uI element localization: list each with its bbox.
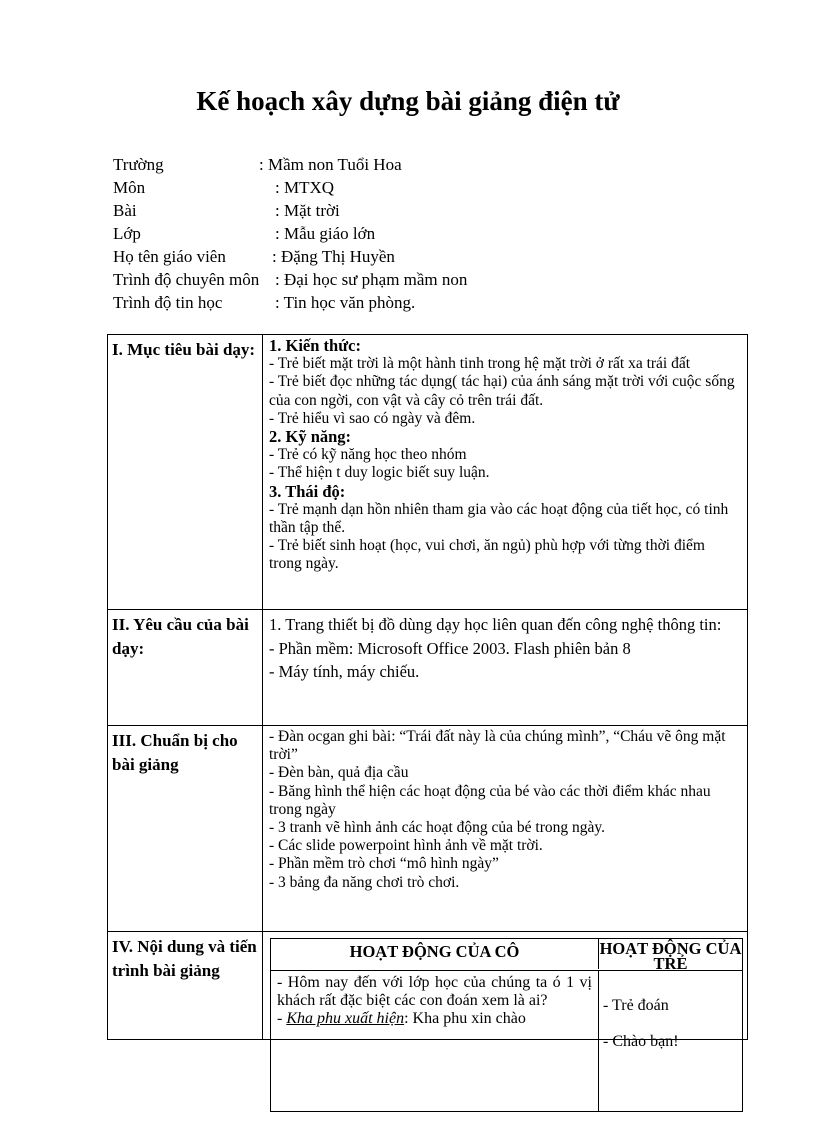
info-label: Trình độ chuyên môn — [113, 270, 260, 289]
info-value: : Mặt trời — [275, 201, 340, 220]
text-line: - 3 bảng đa năng chơi trò chơi. — [269, 873, 460, 891]
text-line: - Phần mềm trò chơi “mô hình ngày” — [269, 855, 499, 873]
activity-table-row — [271, 971, 742, 1111]
info-value: : Đại học sư phạm mầm non — [275, 270, 468, 289]
section-content — [263, 335, 747, 609]
text-line: - Hôm nay đến với lớp học của chúng ta ó 1 vị khách rất đặc biệt các con đoán xem là ai? — [277, 974, 592, 1009]
info-value: : Đặng Thị Huyền — [272, 247, 395, 266]
teacher-activity-cell — [271, 971, 599, 1111]
text-line: - Phần mềm: Microsoft Office 2003. Flash phiên bản 8 — [269, 638, 631, 658]
section-requirements — [108, 610, 747, 726]
info-label: Bài — [113, 201, 137, 220]
document-title: Kế hoạch xây dựng bài giảng điện tử — [196, 86, 620, 116]
section-heading: III. Chuẩn bị cho bài giảng — [108, 726, 263, 931]
text-line: - 3 tranh vẽ hình ảnh các hoạt động của bé trong ngày. — [269, 819, 606, 837]
section-preparation — [108, 726, 747, 932]
text-line: - Máy tính, máy chiếu. — [269, 662, 420, 681]
info-label: Lớp — [113, 224, 141, 243]
subheading-knowledge: 1. Kiến thức: — [269, 336, 361, 355]
section-heading: IV. Nội dung và tiến trình bài giảng — [108, 932, 263, 1039]
info-value: : Mẫu giáo lớn — [275, 224, 376, 243]
text-fragment: : Kha phu xin chào — [404, 1010, 526, 1027]
text-line: - Chào bạn! — [603, 1033, 679, 1050]
section-content — [263, 726, 747, 931]
subheading-attitude: 3. Thái độ: — [269, 481, 346, 501]
text-line: - Trẻ đoán — [603, 997, 669, 1014]
info-value: : Tin học văn phòng. — [275, 293, 416, 312]
section-objectives — [108, 335, 747, 610]
subheading-skills: 2. Kỹ năng: — [269, 427, 352, 447]
text-line: - Trẻ biết đọc những tác dụng( tác hại) của ánh sáng mặt trời với cuộc sống của con ngời, con vật và cây cỏ trên trái đất. — [269, 373, 735, 409]
activity-table-header — [271, 939, 742, 971]
text-line: - Trẻ hiểu vì sao có ngày và đêm. — [269, 409, 476, 427]
column-header-teacher: HOẠT ĐỘNG CỦA CÔ — [271, 939, 599, 969]
text-line: - Băng hình thể hiện các hoạt động của bé vào các thời điểm khác nhau trong ngày — [269, 782, 711, 818]
text-line: - Trẻ biết mặt trời là một hành tinh trong hệ mặt trời ở rất xa trái đất — [269, 355, 691, 373]
section-heading: I. Mục tiêu bài dạy: — [108, 335, 263, 609]
text-line: - Đàn ocgan ghi bài: “Trái đất này là của chúng mình”, “Cháu vẽ ông mặt trời” — [269, 728, 726, 764]
text-line: - Trẻ mạnh dạn hồn nhiên tham gia vào các hoạt động của tiết học, có tinh thần tập thể. — [269, 500, 729, 537]
activity-table — [270, 938, 743, 1112]
section-content — [263, 610, 747, 725]
text-line: - Đèn bàn, quả địa cầu — [269, 764, 409, 782]
text-line: - Trẻ biết sinh hoạt (học, vui chơi, ăn ngủ) phù hợp với từng thời điểm trong ngày. — [269, 537, 705, 573]
column-header-child: HOẠT ĐỘNG CỦA TRẺ — [599, 939, 742, 973]
text-line: - Các slide powerpoint hình ảnh về mặt trời. — [269, 837, 543, 855]
info-label: Trường — [113, 155, 164, 174]
section-procedure — [108, 932, 747, 1050]
info-label: Họ tên giáo viên — [113, 247, 226, 266]
text-line: - Thể hiện t duy logic biết suy luận. — [269, 464, 490, 482]
info-label: Môn — [113, 178, 146, 197]
info-value: : Mầm non Tuổi Hoa — [259, 155, 402, 174]
text-line: - Kha phu xuất hiện: Kha phu xin chào — [277, 1010, 526, 1027]
section-heading: II. Yêu cầu của bài dạy: — [108, 610, 263, 725]
text-line: - Trẻ có kỹ năng học theo nhóm — [269, 446, 467, 464]
info-label: Trình độ tin học — [113, 293, 223, 312]
italic-label: Kha phu xuất hiện — [286, 1010, 405, 1027]
text-line: 1. Trang thiết bị đồ dùng dạy học liên quan đến công nghệ thông tin: — [269, 615, 722, 634]
child-activity-cell — [599, 971, 742, 1111]
info-value: : MTXQ — [275, 178, 335, 197]
lesson-plan-table — [107, 334, 748, 1050]
